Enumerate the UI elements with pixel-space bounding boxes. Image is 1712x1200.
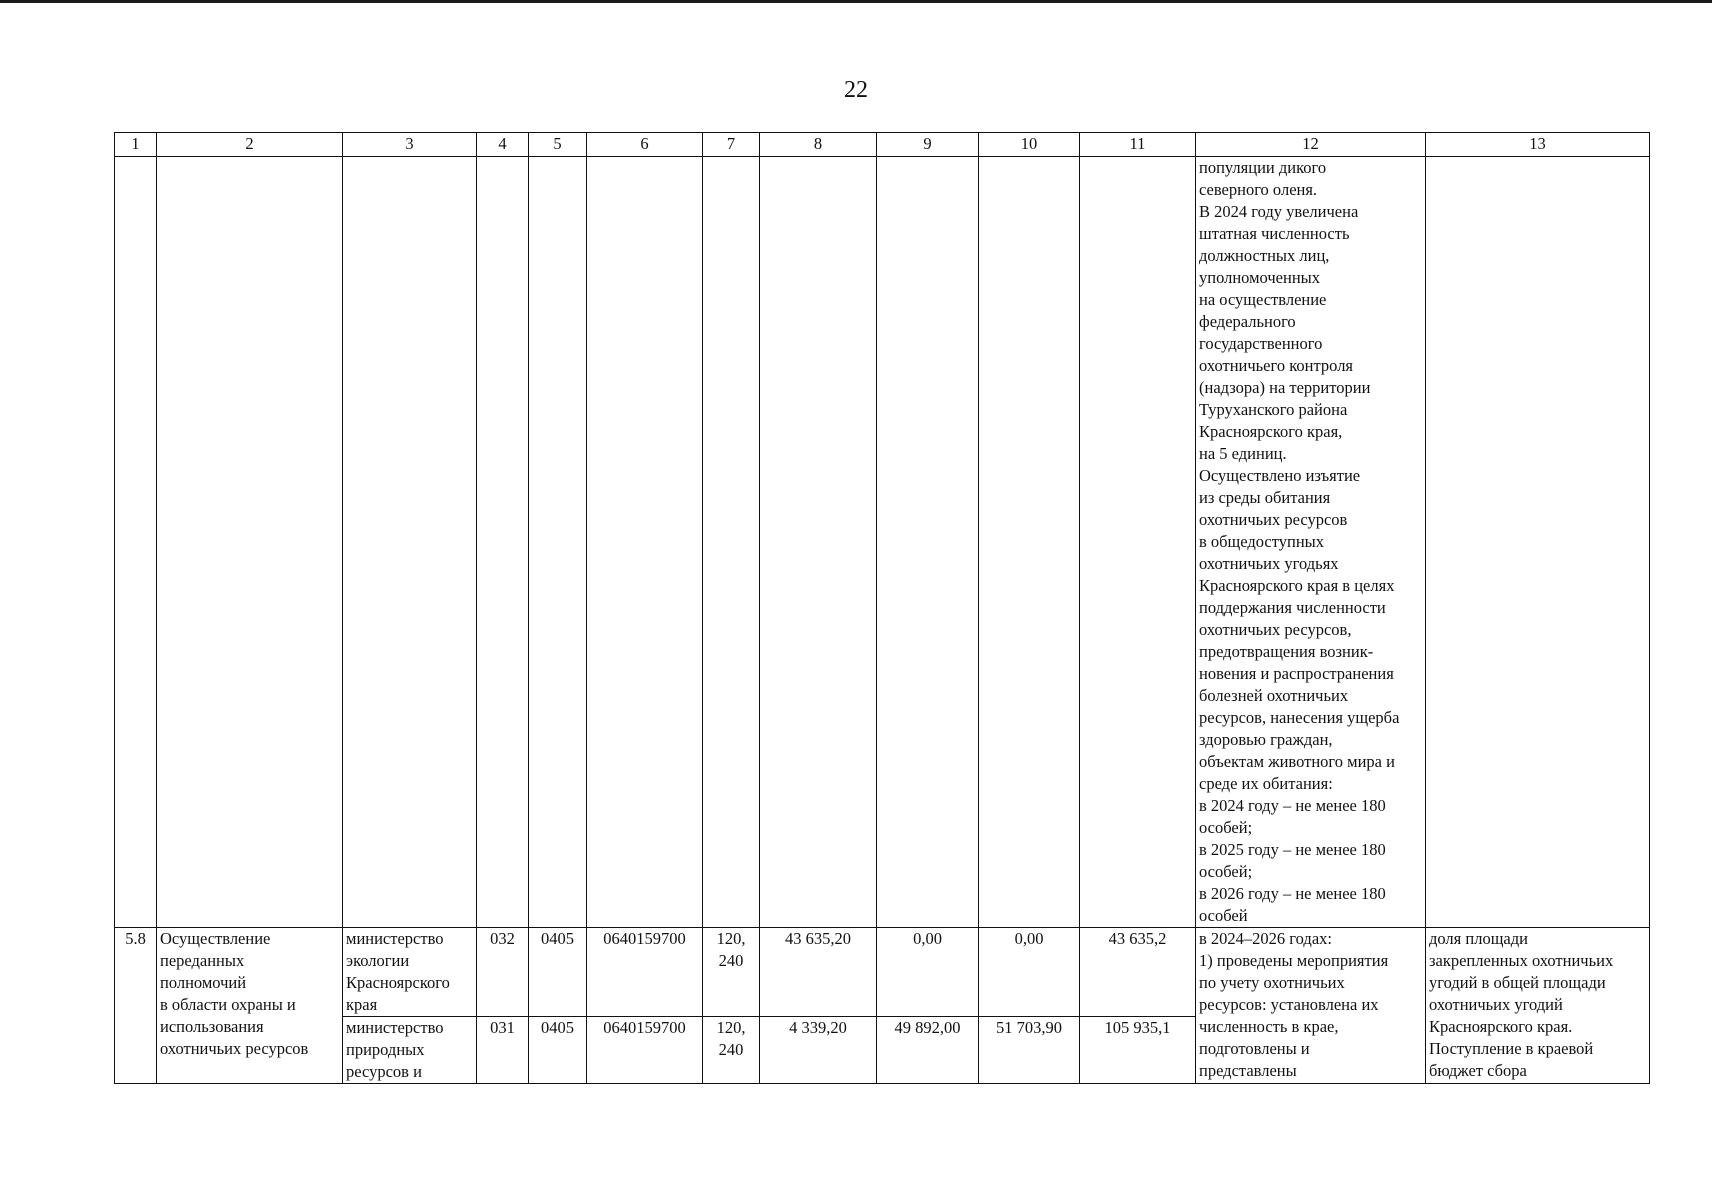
item-name: Осуществление переданных полномочий в области охраны и использования охотничьих ресурсов [157, 928, 343, 1084]
empty-cell [979, 157, 1080, 928]
amount-2024: 4 339,20 [760, 1017, 877, 1084]
rzpr-code: 0405 [529, 1017, 587, 1084]
executor-name: министерство экологии Красноярского края [343, 928, 477, 1017]
header-cell: 6 [587, 133, 703, 157]
continuation-row [115, 157, 1650, 928]
header-cell: 4 [477, 133, 529, 157]
grbs-code: 032 [477, 928, 529, 1017]
item-5-8-row-1 [115, 928, 1650, 1017]
csr-code: 0640159700 [587, 928, 703, 1017]
header-cell: 5 [529, 133, 587, 157]
vr-code: 120, 240 [703, 928, 760, 1017]
csr-code: 0640159700 [587, 1017, 703, 1084]
header-cell: 2 [157, 133, 343, 157]
empty-cell [877, 157, 979, 928]
empty-cell [1080, 157, 1196, 928]
header-cell: 9 [877, 133, 979, 157]
header-cell: 13 [1426, 133, 1650, 157]
empty-cell [115, 157, 157, 928]
column-number-header-row [115, 133, 1650, 157]
empty-cell [157, 157, 343, 928]
empty-cell [529, 157, 587, 928]
header-cell: 1 [115, 133, 157, 157]
amount-2025: 0,00 [877, 928, 979, 1017]
empty-cell [343, 157, 477, 928]
grbs-code: 031 [477, 1017, 529, 1084]
header-cell: 11 [1080, 133, 1196, 157]
top-scan-edge [0, 0, 1712, 3]
expected-results-text: в 2024–2026 годах: 1) проведены мероприятия по учету охотничьих ресурсов: установлена их численность в крае, подготовлены и представлены [1196, 928, 1426, 1084]
empty-cell [477, 157, 529, 928]
item-number: 5.8 [115, 928, 157, 1084]
amount-2024: 43 635,20 [760, 928, 877, 1017]
header-cell: 3 [343, 133, 477, 157]
header-cell: 8 [760, 133, 877, 157]
amount-total: 105 935,1 [1080, 1017, 1196, 1084]
amount-2025: 49 892,00 [877, 1017, 979, 1084]
indicator-text: доля площади закрепленных охотничьих угодий в общей площади охотничьих угодий Красноярского края. Поступление в краевой бюджет сбора [1426, 928, 1650, 1084]
results-continuation-text: популяции дикого северного оленя. В 2024 году увеличена штатная численность должностных лиц, уполномоченных на осуществление федерального государственного охотничьего контроля (надзора) на территории Туруханского района Красноярского края, на 5 единиц. Осуществлено изъятие из среды обитания охотничьих ресурсов в общедоступных охотничьих угодьях Красноярского края в целях поддержания численности охотничьих ресурсов, предотвращения возник- новения и распространения болезней охотничьих ресурсов, нанесения ущерба здоровью граждан, объектам животного мира и среде их обитания: в 2024 году – не менее 180 особей; в 2025 году – не менее 180 особей; в 2026 году – не менее 180 особей [1196, 157, 1426, 928]
header-cell: 7 [703, 133, 760, 157]
budget-table [114, 132, 1650, 1084]
empty-cell [1426, 157, 1650, 928]
amount-2026: 0,00 [979, 928, 1080, 1017]
amount-total: 43 635,2 [1080, 928, 1196, 1017]
empty-cell [587, 157, 703, 928]
header-cell: 10 [979, 133, 1080, 157]
empty-cell [703, 157, 760, 928]
rzpr-code: 0405 [529, 928, 587, 1017]
page-number: 22 [844, 77, 868, 103]
vr-code: 120, 240 [703, 1017, 760, 1084]
executor-name: министерство природных ресурсов и [343, 1017, 477, 1084]
empty-cell [760, 157, 877, 928]
header-cell: 12 [1196, 133, 1426, 157]
amount-2026: 51 703,90 [979, 1017, 1080, 1084]
